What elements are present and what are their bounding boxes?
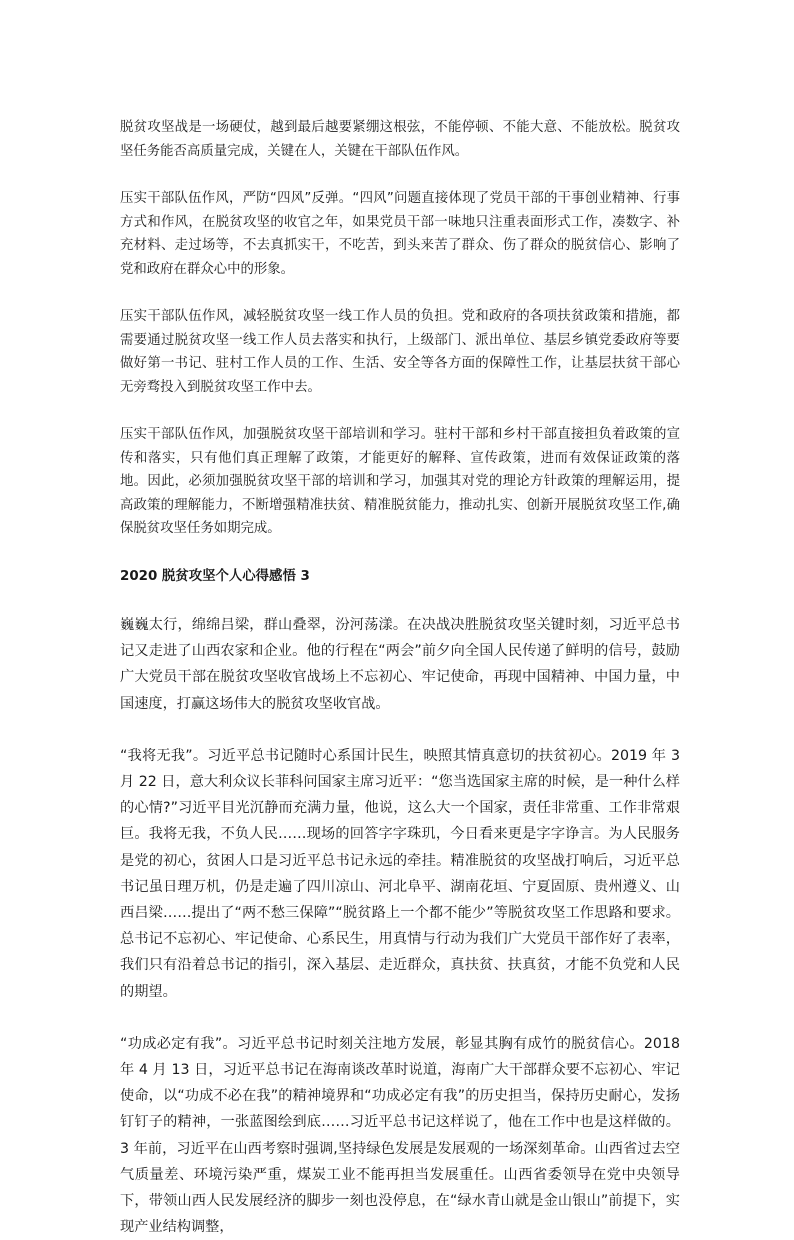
section-heading: 2020 脱贫攻坚个人心得感悟 3 <box>120 568 310 584</box>
paragraph-reduce-burden: 压实干部队伍作风，减轻脱贫攻坚一线工作人员的负担。党和政府的各项扶贫政策和措施，都需要通过脱贫攻坚一线工作人员去落实和执行，上级部门、派出单位、基层乡镇党委政府等要做好第一书记、驻村工作人员的工作、生活、安全等各方面的保障性工作，让基层扶贫干部心无旁骛投入到脱贫攻坚工作中去。 <box>120 309 680 395</box>
paragraph-spacer <box>120 588 680 612</box>
paragraph-spacer <box>120 541 680 565</box>
paragraph-spacer <box>120 717 680 743</box>
paragraph-spacer <box>120 281 680 305</box>
paragraph-intro: 脱贫攻坚战是一场硬仗，越到最后越要紧绷这根弦，不能停顿、不能大意、不能放松。脱贫攻坚任务能否高质量完成，关键在人，关键在干部队伍作风。 <box>120 120 680 159</box>
paragraph-training: 压实干部队伍作风，加强脱贫攻坚干部培训和学习。驻村干部和乡村干部直接担负着政策的宣传和落实，只有他们真正理解了政策，才能更好的解释、宣传政策，进而有效保证政策的落地。因此，必须加强脱贫攻坚干部的培训和学习，加强其对党的理论方针政策的理解运用，提高政策的理解能力，不断增强精准扶贫、精准脱贫能力，推动扎实、创新开展脱贫攻坚工作,确保脱贫攻坚任务如期完成。 <box>120 427 680 536</box>
paragraph-spacer <box>120 163 680 187</box>
paragraph-four-styles: 压实干部队伍作风，严防“四风”反弹。“四风”问题直接体现了党员干部的干事创业精神、行事方式和作风，在脱贫攻坚的收官之年，如果党员干部一味地只注重表面形式工作，凑数字、补充材料、走过场等，不去真抓实干，不吃苦，到头来苦了群众、伤了群众的脱贫信心、影响了党和政府在群众心中的形象。 <box>120 191 680 277</box>
paragraph-taihang: 巍巍太行，绵绵吕梁，群山叠翠，汾河荡漾。在决战决胜脱贫攻坚关键时刻，习近平总书记又走进了山西农家和企业。他的行程在“两会”前夕向全国人民传递了鲜明的信号，鼓励广大党员干部在脱贫攻坚收官战场上不忘初心、牢记使命，再现中国精神、中国力量，中国速度，打赢这场伟大的脱贫攻坚收官战。 <box>120 617 680 712</box>
paragraph-gong-cheng: “功成必定有我”。习近平总书记时刻关注地方发展，彰显其胸有成竹的脱贫信心。2018 年 4 月 13 日，习近平总书记在海南谈改革时说道，海南广大干部群众要不忘初心、牢记使命，以“功成不必在我”的精神境界和“功成必定有我”的历史担当，保持历史耐心，发扬钉钉子的精神，一张蓝图绘到底……习近平总书记这样说了，他在工作中也是这样做的。3 年前，习近平在山西考察时强调,坚持绿色发展是发展观的一场深刻革命。山西省过去空气质量差、环境污染严重，煤炭工业不能再担当发展重任。山西省委领导在党中央领导下，带领山西人民发展经济的脚步一刻也没停息，在“绿水青山就是金山银山”前提下，实现产业结构调整， <box>120 1035 680 1236</box>
paragraph-spacer <box>120 1005 680 1031</box>
paragraph-spacer <box>120 399 680 423</box>
paragraph-wo-jiang-wu-wo: “我将无我”。习近平总书记随时心系国计民生，映照其情真意切的扶贫初心。2019 年 3 月 22 日，意大利众议长菲科问国家主席习近平：“您当选国家主席的时候，是一种什么样的心情?”习近平目光沉静而充满力量，他说，这么大一个国家，责任非常重、工作非常艰巨。我将无我，不负人民……现场的回答字字珠玑，今日看来更是字字诤言。为人民服务是党的初心，贫困人口是习近平总书记永远的牵挂。精准脱贫的攻坚战打响后，习近平总书记虽日理万机，仍是走遍了四川凉山、河北阜平、湖南花垣、宁夏固原、贵州遵义、山西吕梁……提出了“两不愁三保障”“脱贫路上一个都不能少”等脱贫攻坚工作思路和要求。总书记不忘初心、牢记使命、心系民生，用真情与行动为我们广大党员干部作好了表率，我们只有沿着总书记的指引，深入基层、走近群众，真扶贫、扶真贫，才能不负党和人民的期望。 <box>120 747 680 1000</box>
document-body <box>120 116 680 1240</box>
